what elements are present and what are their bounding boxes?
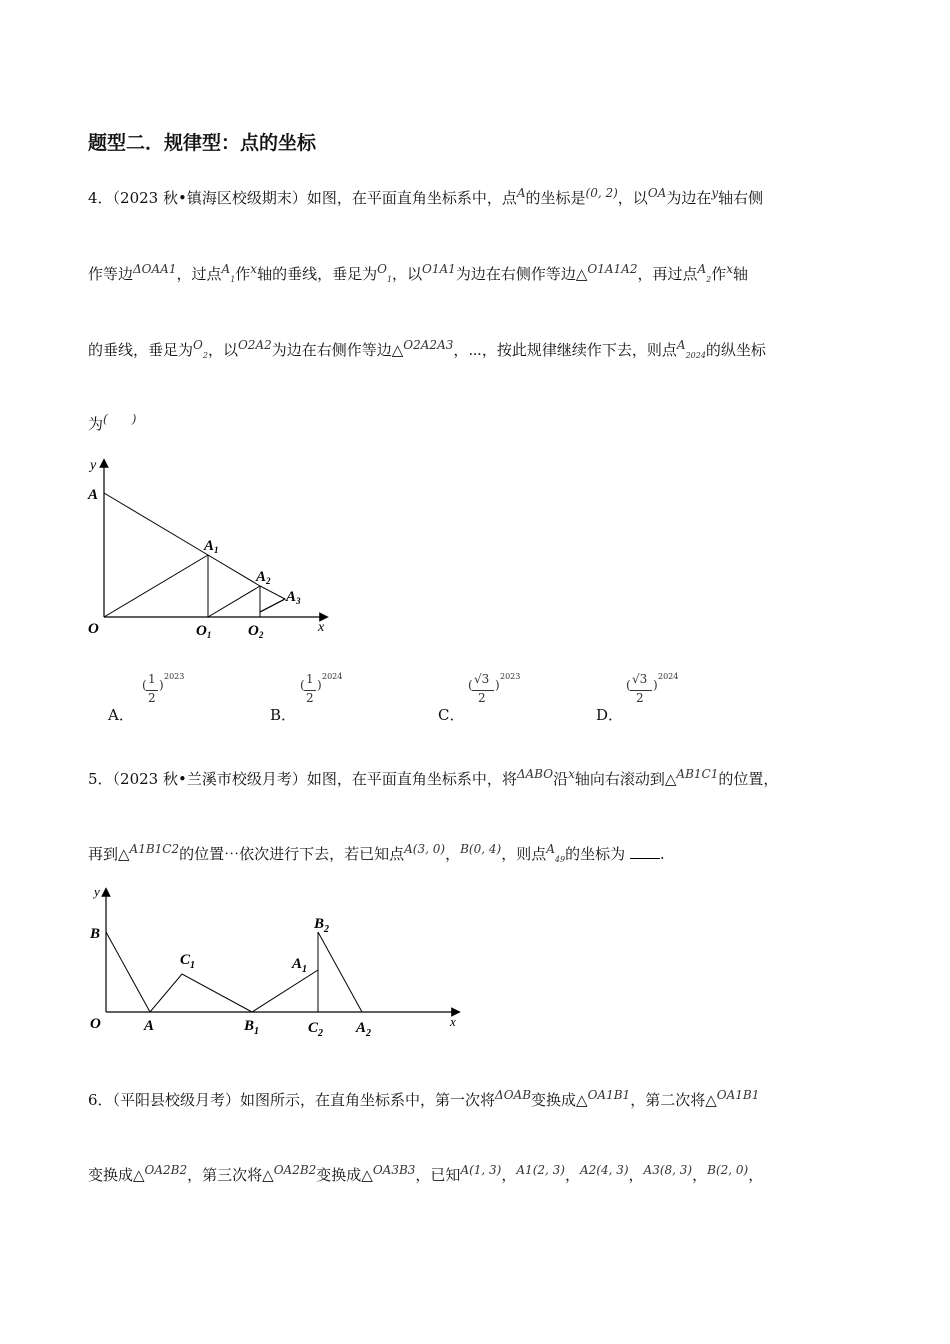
point-o-label: O: [90, 1016, 101, 1032]
q5-line-1: 5．（2023 秋•兰溪市校级月考）如图，在平面直角坐标系中，将$^{\Delta ABO}$沿$^x$轴向右滚动到△$^{AB1C1}$的位置，: [88, 767, 779, 788]
q4-line-4: 为( ): [88, 412, 137, 433]
point-c1-label: $C_1$: [180, 952, 196, 971]
point-c2-label: $C_2$: [308, 1020, 324, 1039]
point-a-label: A: [144, 1018, 155, 1034]
q6-line-2: 变换成△$^{OA2B2}$，第三次将△$^{OA2B2}$变换成△$^{OA3B3}$，已知$^{A(1, 3)}$，$^{A1(2, 3)}$，$^{A2(4, 3)}$，$^{A3(8, 3)}$，$^{B(2, 0)}$，: [88, 1163, 764, 1184]
q4-line-1: 4．（2023 秋•镇海区校级期末）如图，在平面直角坐标系中，点$^A$的坐标是$^{(0, 2)}$，以$^{OA}$为边在$^y$轴右侧: [88, 186, 764, 207]
section-title: 题型二．规律型：点的坐标: [88, 132, 317, 154]
y-label: y: [90, 458, 97, 473]
answer-blank[interactable]: [630, 846, 660, 859]
point-a2-label: $A_2$: [356, 1020, 372, 1039]
q5-figure: [82, 882, 472, 1042]
x-label: x: [450, 1014, 456, 1029]
hypotenuse-line: [104, 493, 285, 612]
x-label: x: [318, 620, 325, 635]
point-a2-label: $A_2$: [256, 569, 271, 586]
point-o-label: O: [88, 621, 99, 637]
point-o2-label: $O_2$: [248, 623, 264, 640]
point-a1-label: $A_1$: [292, 956, 308, 975]
point-a3-label: $A_3$: [286, 589, 301, 606]
q4-line-2: 作等边$^{\Delta OAA1}$，过点$^A_1$作$^x$轴的垂线，垂足为$^O_1$，以$^{O1A1}$为边在右侧作等边△$^{O1A1A2}$，再过点$^A_2$作$^x$轴: [88, 262, 749, 284]
point-b2-label: $B_2$: [314, 916, 330, 935]
q6-line-1: 6．（平阳县校级月考）如图所示，在直角坐标系中，第一次将$^{\Delta OAB}$变换成△$^{OA1B1}$，第二次将△$^{OA1B1}$: [88, 1088, 760, 1109]
point-a-label: A: [88, 487, 99, 503]
point-b-label: B: [90, 926, 101, 942]
point-b1-label: $B_1$: [244, 1018, 260, 1037]
point-a1-label: $A_1$: [204, 538, 219, 555]
y-label: y: [94, 884, 100, 899]
q4-figure: [80, 455, 340, 645]
rolling-path: [106, 932, 318, 1012]
q4-line-3: 的垂线，垂足为$^O_2$，以$^{O2A2}$为边在右侧作等边△$^{O2A2A3}$，⋯，按此规律继续作下去，则点$^A_{2024}$的纵坐标: [88, 338, 766, 360]
q5-line-2: 再到△$^{A1B1C2}$的位置⋯依次进行下去，若已知点$^{A(3, 0)}$，$^{B(0, 4)}$，则点$^A_{49}$的坐标为 .: [88, 842, 665, 864]
point-o1-label: $O_1$: [196, 623, 212, 640]
